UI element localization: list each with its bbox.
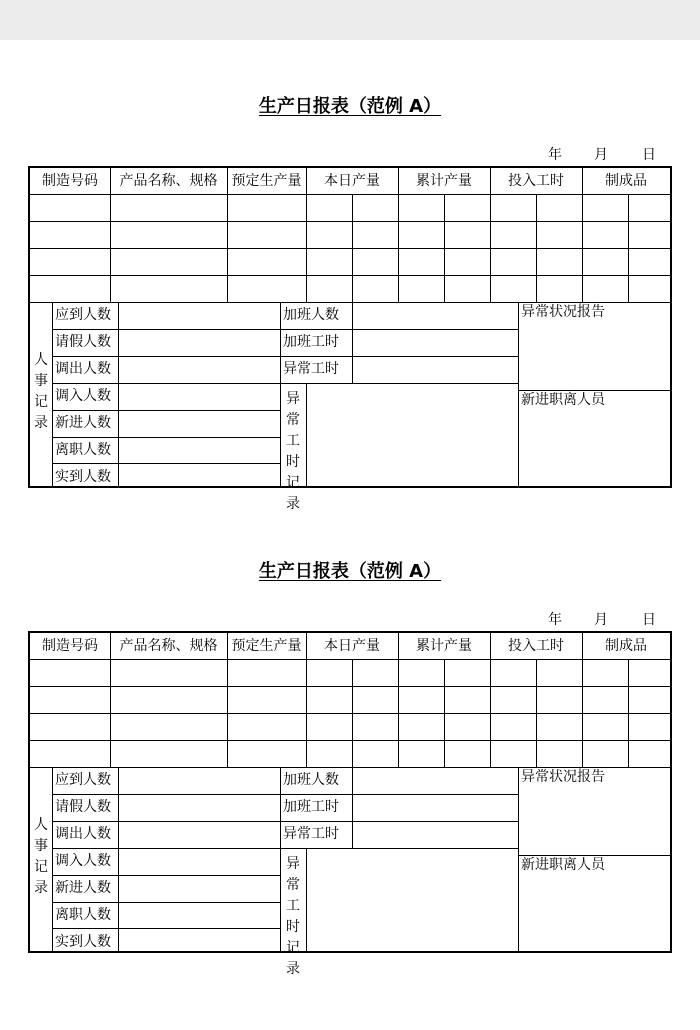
data-entry-cell[interactable] (30, 275, 110, 302)
overtime-row-label: 加班工时 (283, 799, 339, 816)
personnel-value-cell[interactable] (118, 410, 280, 437)
personnel-label-char: 录 (34, 415, 48, 431)
data-entry-cell[interactable] (490, 221, 536, 248)
personnel-value-cell[interactable] (118, 875, 280, 902)
overtime-value-cell[interactable] (352, 356, 518, 383)
data-entry-cell[interactable] (444, 659, 490, 686)
data-entry-cell[interactable] (306, 713, 352, 740)
data-entry-cell[interactable] (30, 248, 110, 275)
data-entry-cell[interactable] (490, 740, 536, 767)
column-header: 产品名称、规格 (119, 638, 218, 654)
abnormal-hours-record-label (280, 383, 306, 512)
data-entry-cell[interactable] (628, 275, 670, 302)
personnel-label-char: 记 (34, 859, 48, 875)
data-entry-cell[interactable] (444, 194, 490, 221)
column-header: 制造号码 (42, 173, 98, 189)
data-entry-cell[interactable] (227, 248, 306, 275)
data-entry-cell[interactable] (30, 686, 110, 713)
personnel-value-cell[interactable] (118, 437, 280, 464)
date-year-label: 年 (548, 612, 562, 628)
data-entry-cell[interactable] (227, 194, 306, 221)
report-table (28, 166, 672, 512)
column-header: 投入工时 (508, 173, 564, 189)
personnel-label-char: 事 (34, 373, 48, 389)
data-entry-cell[interactable] (536, 686, 582, 713)
column-header: 制造号码 (42, 638, 98, 654)
personnel-row-label: 调入人数 (55, 853, 111, 870)
data-entry-cell[interactable] (444, 275, 490, 302)
personnel-row-label: 请假人数 (55, 799, 111, 816)
data-entry-cell[interactable] (110, 194, 227, 221)
form-title-text: 生产日报表（范例 A） (258, 561, 442, 582)
data-entry-cell[interactable] (227, 659, 306, 686)
data-entry-cell[interactable] (110, 248, 227, 275)
data-entry-cell[interactable] (444, 713, 490, 740)
data-entry-cell[interactable] (398, 659, 444, 686)
column-header: 投入工时 (508, 638, 564, 654)
data-entry-cell[interactable] (398, 275, 444, 302)
personnel-row-label: 离职人数 (55, 906, 111, 923)
data-entry-cell[interactable] (306, 275, 352, 302)
column-header: 制成品 (605, 638, 647, 654)
data-entry-cell[interactable] (628, 713, 670, 740)
abnormal-label-char: 工 (286, 897, 300, 914)
overtime-value-cell[interactable] (352, 302, 518, 329)
data-entry-cell[interactable] (398, 686, 444, 713)
personnel-record-label (30, 767, 52, 951)
abnormal-label-char: 常 (286, 411, 300, 428)
data-entry-cell[interactable] (352, 713, 398, 740)
data-entry-cell[interactable] (398, 194, 444, 221)
abnormal-label-char: 记 (286, 939, 300, 956)
column-header: 制成品 (605, 173, 647, 189)
data-entry-cell[interactable] (110, 740, 227, 767)
personnel-row-label: 实到人数 (55, 933, 111, 950)
data-entry-cell[interactable] (227, 713, 306, 740)
new-and-departing-staff: 新进职离人员 (521, 392, 605, 408)
data-entry-cell[interactable] (444, 221, 490, 248)
overtime-row-label: 加班工时 (283, 334, 339, 351)
date-year-label: 年 (548, 147, 562, 163)
data-entry-cell[interactable] (536, 275, 582, 302)
personnel-value-cell[interactable] (118, 463, 280, 490)
data-entry-cell[interactable] (30, 194, 110, 221)
data-entry-cell[interactable] (536, 659, 582, 686)
data-entry-cell[interactable] (306, 686, 352, 713)
personnel-value-cell[interactable] (118, 848, 280, 875)
abnormal-status-report: 异常状况报告 (521, 304, 605, 320)
data-entry-cell[interactable] (306, 659, 352, 686)
data-entry-cell[interactable] (582, 686, 628, 713)
data-entry-cell[interactable] (536, 713, 582, 740)
abnormal-label-char: 异 (286, 390, 300, 407)
overtime-row-label: 加班人数 (283, 307, 339, 324)
data-entry-cell[interactable] (490, 248, 536, 275)
data-entry-cell[interactable] (398, 740, 444, 767)
column-header: 预定生产量 (231, 638, 302, 654)
personnel-value-cell[interactable] (118, 767, 280, 794)
column-header: 累计产量 (416, 638, 472, 654)
date-month-label: 月 (594, 612, 608, 628)
personnel-value-cell[interactable] (118, 329, 280, 356)
data-entry-cell[interactable] (444, 686, 490, 713)
date-day-label: 日 (642, 147, 656, 163)
data-entry-cell[interactable] (490, 275, 536, 302)
overtime-value-cell[interactable] (352, 767, 518, 794)
column-header: 本日产量 (324, 638, 380, 654)
date-day-label: 日 (642, 612, 656, 628)
abnormal-label-char: 异 (286, 855, 300, 872)
data-entry-cell[interactable] (306, 248, 352, 275)
data-entry-cell[interactable] (582, 275, 628, 302)
data-entry-cell[interactable] (582, 740, 628, 767)
data-entry-cell[interactable] (536, 248, 582, 275)
data-entry-cell[interactable] (352, 275, 398, 302)
overtime-value-cell[interactable] (352, 329, 518, 356)
data-entry-cell[interactable] (628, 740, 670, 767)
data-entry-cell[interactable] (628, 221, 670, 248)
data-entry-cell[interactable] (227, 275, 306, 302)
personnel-value-cell[interactable] (118, 302, 280, 329)
data-entry-cell[interactable] (110, 686, 227, 713)
data-entry-cell[interactable] (352, 248, 398, 275)
data-entry-cell[interactable] (352, 740, 398, 767)
personnel-label-char: 记 (34, 394, 48, 410)
data-entry-cell[interactable] (490, 713, 536, 740)
personnel-row-label: 应到人数 (55, 772, 111, 789)
data-entry-cell[interactable] (582, 659, 628, 686)
data-entry-cell[interactable] (398, 221, 444, 248)
daily-report-form (0, 40, 700, 512)
date-month-label: 月 (594, 147, 608, 163)
data-entry-cell[interactable] (444, 248, 490, 275)
new-and-departing-staff: 新进职离人员 (521, 857, 605, 873)
data-entry-cell[interactable] (398, 248, 444, 275)
data-entry-cell[interactable] (227, 740, 306, 767)
personnel-row-label: 实到人数 (55, 468, 111, 485)
personnel-value-cell[interactable] (118, 902, 280, 929)
abnormal-hours-record-label (280, 848, 306, 977)
abnormal-label-char: 时 (286, 453, 300, 470)
column-header: 预定生产量 (231, 173, 302, 189)
data-entry-cell[interactable] (306, 740, 352, 767)
abnormal-label-char: 录 (286, 960, 300, 977)
personnel-value-cell[interactable] (118, 821, 280, 848)
data-entry-cell[interactable] (227, 221, 306, 248)
abnormal-label-char: 记 (286, 474, 300, 491)
top-bar (0, 0, 700, 40)
report-table (28, 631, 672, 977)
data-entry-cell[interactable] (110, 713, 227, 740)
data-entry-cell[interactable] (490, 194, 536, 221)
personnel-row-label: 调入人数 (55, 388, 111, 405)
column-header: 累计产量 (416, 173, 472, 189)
data-entry-cell[interactable] (110, 221, 227, 248)
overtime-value-cell[interactable] (352, 794, 518, 821)
data-entry-cell[interactable] (582, 248, 628, 275)
data-entry-cell[interactable] (536, 221, 582, 248)
data-entry-cell[interactable] (628, 248, 670, 275)
personnel-row-label: 调出人数 (55, 361, 111, 378)
personnel-label-char: 人 (34, 352, 48, 368)
personnel-value-cell[interactable] (118, 356, 280, 383)
data-entry-cell[interactable] (306, 221, 352, 248)
personnel-row-label: 应到人数 (55, 307, 111, 324)
data-entry-cell[interactable] (30, 713, 110, 740)
overtime-row-label: 异常工时 (283, 361, 339, 378)
personnel-row-label: 新进人数 (55, 415, 111, 432)
data-entry-cell[interactable] (352, 686, 398, 713)
abnormal-status-report: 异常状况报告 (521, 769, 605, 785)
column-header: 本日产量 (324, 173, 380, 189)
data-entry-cell[interactable] (110, 275, 227, 302)
personnel-row-label: 调出人数 (55, 826, 111, 843)
form-title-text: 生产日报表（范例 A） (258, 96, 442, 117)
data-entry-cell[interactable] (352, 221, 398, 248)
personnel-value-cell[interactable] (118, 928, 280, 955)
data-entry-cell[interactable] (227, 686, 306, 713)
column-header: 产品名称、规格 (119, 173, 218, 189)
abnormal-label-char: 时 (286, 918, 300, 935)
data-entry-cell[interactable] (536, 194, 582, 221)
overtime-row-label: 加班人数 (283, 772, 339, 789)
personnel-label-char: 人 (34, 817, 48, 833)
personnel-label-char: 录 (34, 880, 48, 896)
data-entry-cell[interactable] (536, 740, 582, 767)
daily-report-form (0, 505, 700, 977)
overtime-value-cell[interactable] (352, 821, 518, 848)
data-entry-cell[interactable] (582, 713, 628, 740)
data-entry-cell[interactable] (30, 659, 110, 686)
form-title (0, 92, 700, 118)
data-entry-cell[interactable] (628, 659, 670, 686)
data-entry-cell[interactable] (582, 221, 628, 248)
data-entry-cell[interactable] (30, 740, 110, 767)
data-entry-cell[interactable] (110, 659, 227, 686)
personnel-value-cell[interactable] (118, 794, 280, 821)
data-entry-cell[interactable] (30, 221, 110, 248)
data-entry-cell[interactable] (352, 659, 398, 686)
data-entry-cell[interactable] (628, 194, 670, 221)
abnormal-hours-record-area[interactable] (306, 848, 518, 951)
abnormal-label-char: 常 (286, 876, 300, 893)
data-entry-cell[interactable] (490, 686, 536, 713)
data-entry-cell[interactable] (444, 740, 490, 767)
form-title (0, 557, 700, 583)
abnormal-label-char: 工 (286, 432, 300, 449)
data-entry-cell[interactable] (490, 659, 536, 686)
personnel-label-char: 事 (34, 838, 48, 854)
personnel-value-cell[interactable] (118, 383, 280, 410)
data-entry-cell[interactable] (306, 194, 352, 221)
abnormal-hours-record-area[interactable] (306, 383, 518, 486)
abnormal-label-char: 录 (286, 495, 300, 512)
personnel-row-label: 离职人数 (55, 441, 111, 458)
personnel-row-label: 请假人数 (55, 334, 111, 351)
data-entry-cell[interactable] (582, 194, 628, 221)
personnel-row-label: 新进人数 (55, 880, 111, 897)
data-entry-cell[interactable] (398, 713, 444, 740)
data-entry-cell[interactable] (352, 194, 398, 221)
data-entry-cell[interactable] (628, 686, 670, 713)
personnel-record-label (30, 302, 52, 486)
overtime-row-label: 异常工时 (283, 826, 339, 843)
